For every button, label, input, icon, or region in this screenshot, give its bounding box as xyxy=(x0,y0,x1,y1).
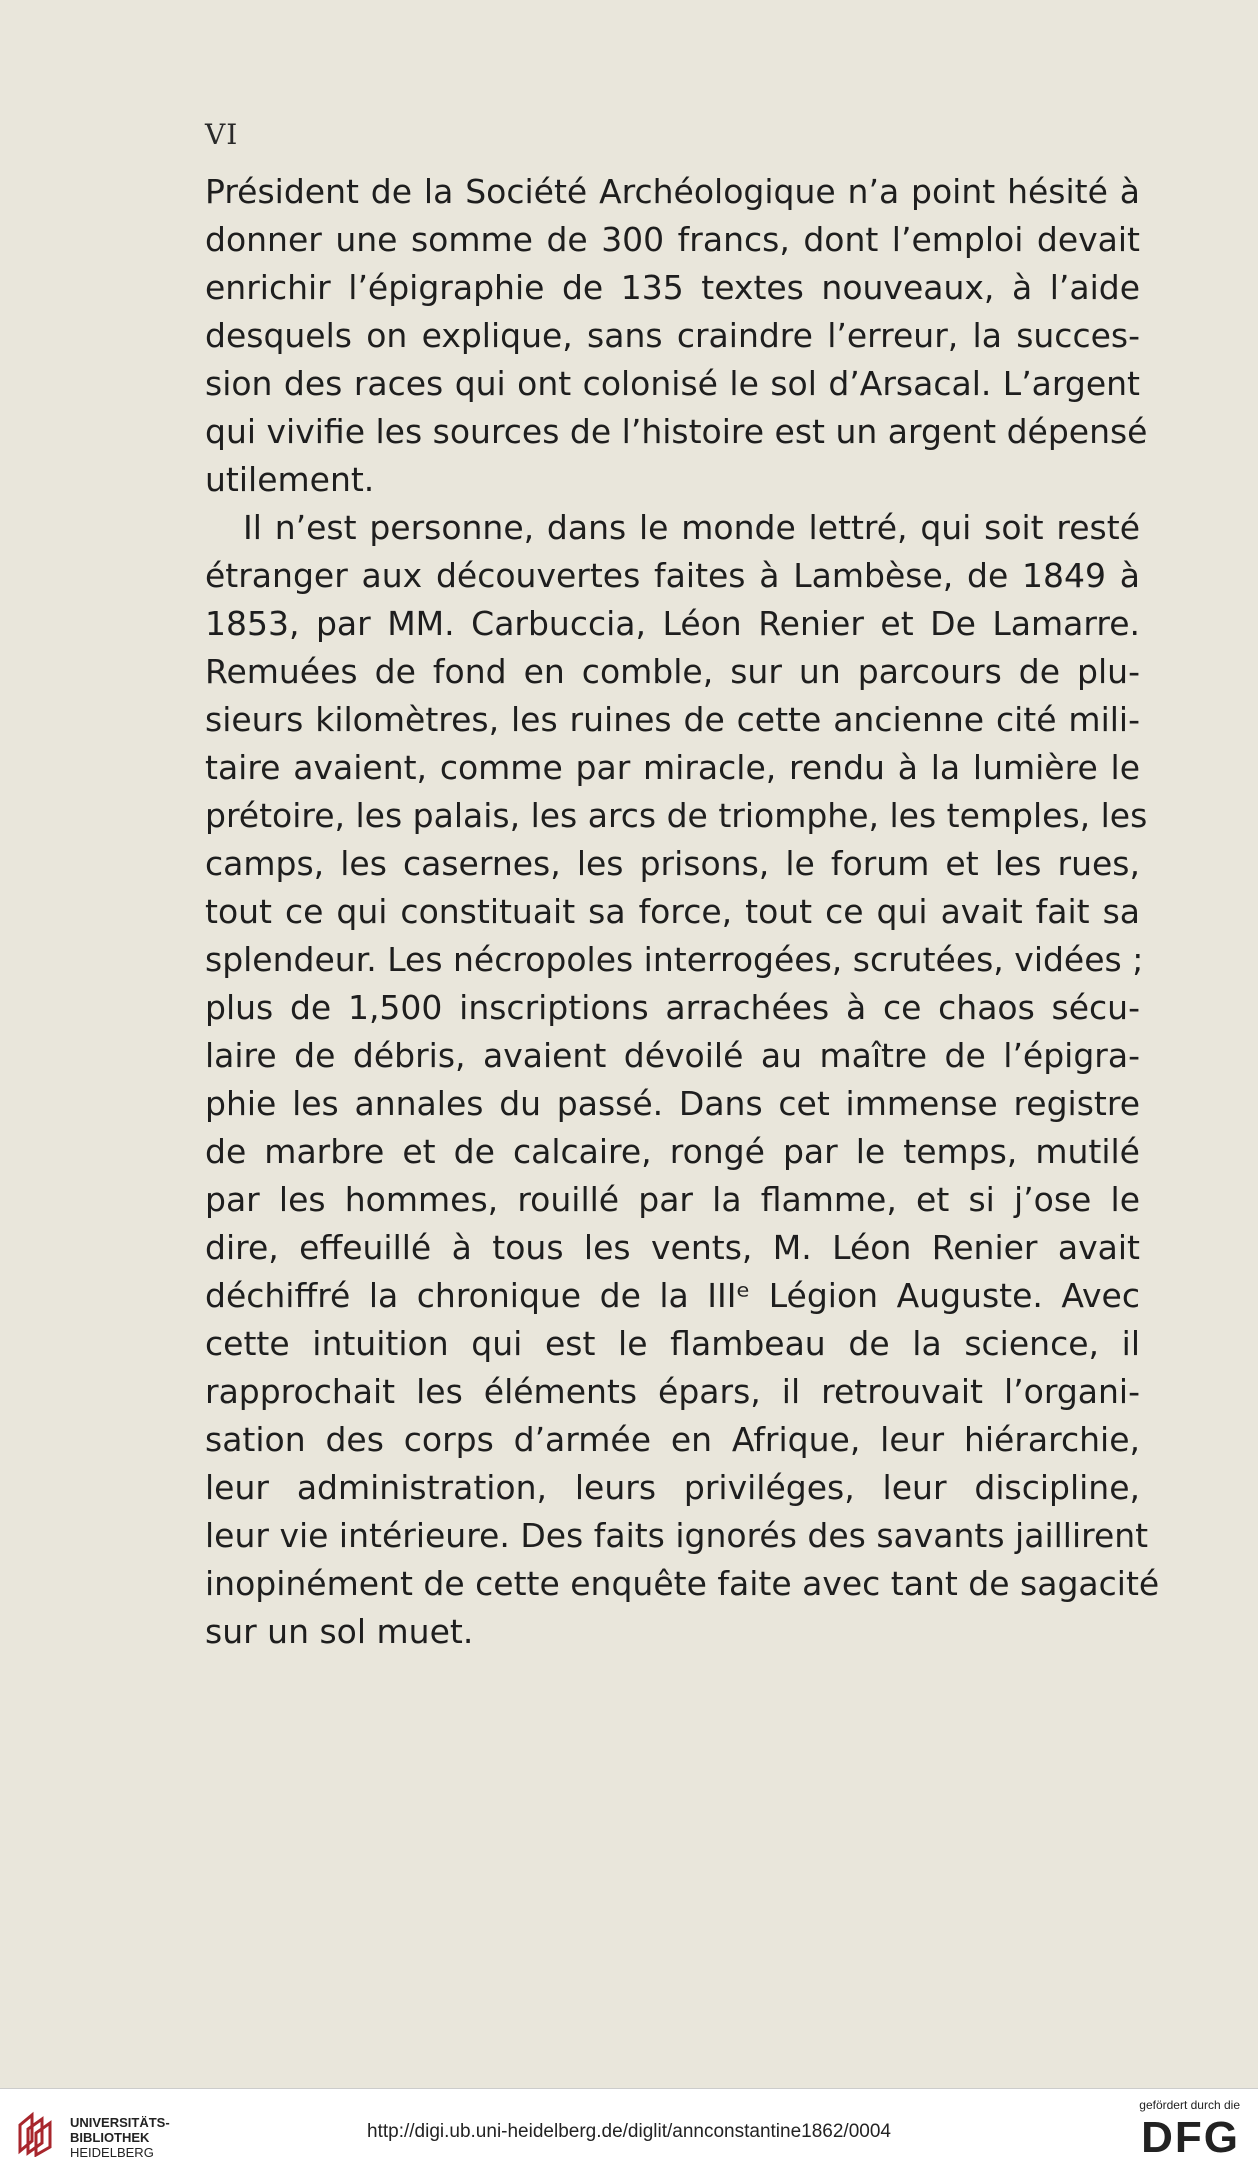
text-line: laire de débris, avaient dévoilé au maître de l’épigra- xyxy=(205,1036,1140,1075)
text-line: camps, les casernes, les prisons, le forum et les rues, xyxy=(205,844,1140,883)
text-line: splendeur. Les nécropoles interrogées, scrutées, vidées ; xyxy=(205,940,1144,979)
text-line: de marbre et de calcaire, rongé par le temps, mutilé xyxy=(205,1132,1140,1171)
library-name-line: UNIVERSITÄTS- xyxy=(70,2115,170,2130)
text-line: Remuées de fond en comble, sur un parcours de plu- xyxy=(205,652,1140,691)
funding-note[interactable] xyxy=(1100,2097,1240,2163)
text-line: déchiffré la chronique de la IIIᵉ Légion Auguste. Avec xyxy=(205,1276,1140,1315)
text-line: Il n’est personne, dans le monde lettré, qui soit resté xyxy=(243,508,1140,547)
text-line: prétoire, les palais, les arcs de triomphe, les temples, les xyxy=(205,796,1148,835)
text-line: donner une somme de 300 francs, dont l’emploi devait xyxy=(205,220,1140,259)
text-line: qui vivifie les sources de l’histoire est un argent dépensé xyxy=(205,412,1148,451)
text-line: tout ce qui constituait sa force, tout ce qui avait fait sa xyxy=(205,892,1140,931)
permalink-url[interactable]: http://digi.ub.uni-heidelberg.de/diglit/annconstantine1862/0004 xyxy=(367,2121,891,2142)
text-line: sation des corps d’armée en Afrique, leur hiérarchie, xyxy=(205,1420,1140,1459)
text-line: plus de 1,500 inscriptions arrachées à ce chaos sécu- xyxy=(205,988,1140,1027)
text-line: par les hommes, rouillé par la flamme, et si j’ose le xyxy=(205,1180,1140,1219)
text-line: leur administration, leurs priviléges, leur discipline, xyxy=(205,1468,1140,1507)
library-name-line: HEIDELBERG xyxy=(70,2145,154,2160)
text-line: inopinément de cette enquête faite avec tant de sagacité xyxy=(205,1564,1160,1603)
text-line: utilement. xyxy=(205,460,375,499)
text-line: Président de la Société Archéologique n’a point hésité à xyxy=(205,172,1140,211)
text-line: rapprochait les éléments épars, il retrouvait l’organi- xyxy=(205,1372,1140,1411)
text-line: sieurs kilomètres, les ruines de cette ancienne cité mili- xyxy=(205,700,1140,739)
text-line: desquels on explique, sans craindre l’erreur, la succes- xyxy=(205,316,1140,355)
body-text xyxy=(205,168,1160,1656)
text-line: cette intuition qui est le flambeau de la science, il xyxy=(205,1324,1140,1363)
text-line: étranger aux découvertes faites à Lambèse, de 1849 à xyxy=(205,556,1140,595)
text-line: dire, effeuillé à tous les vents, M. Léon Renier avait xyxy=(205,1228,1140,1267)
text-line: taire avaient, comme par miracle, rendu à la lumière le xyxy=(205,748,1140,787)
dfg-logo: DFG xyxy=(1141,2113,1240,2162)
viewer-footer xyxy=(0,2088,1258,2182)
page-number: VI xyxy=(205,118,239,151)
funded-by-label: gefördert durch die xyxy=(1139,2098,1240,2112)
text-line: leur vie intérieure. Des faits ignorés des savants jaillirent xyxy=(205,1516,1149,1555)
text-line: sur un sol muet. xyxy=(205,1612,474,1651)
text-line: phie les annales du passé. Dans cet immense registre xyxy=(205,1084,1140,1123)
text-line: 1853, par MM. Carbuccia, Léon Renier et De Lamarre. xyxy=(205,604,1140,643)
text-line: sion des races qui ont colonisé le sol d’Arsacal. L’argent xyxy=(205,364,1140,403)
text-line: enrichir l’épigraphie de 135 textes nouveaux, à l’aide xyxy=(205,268,1140,307)
library-name-line: BIBLIOTHEK xyxy=(70,2130,150,2145)
